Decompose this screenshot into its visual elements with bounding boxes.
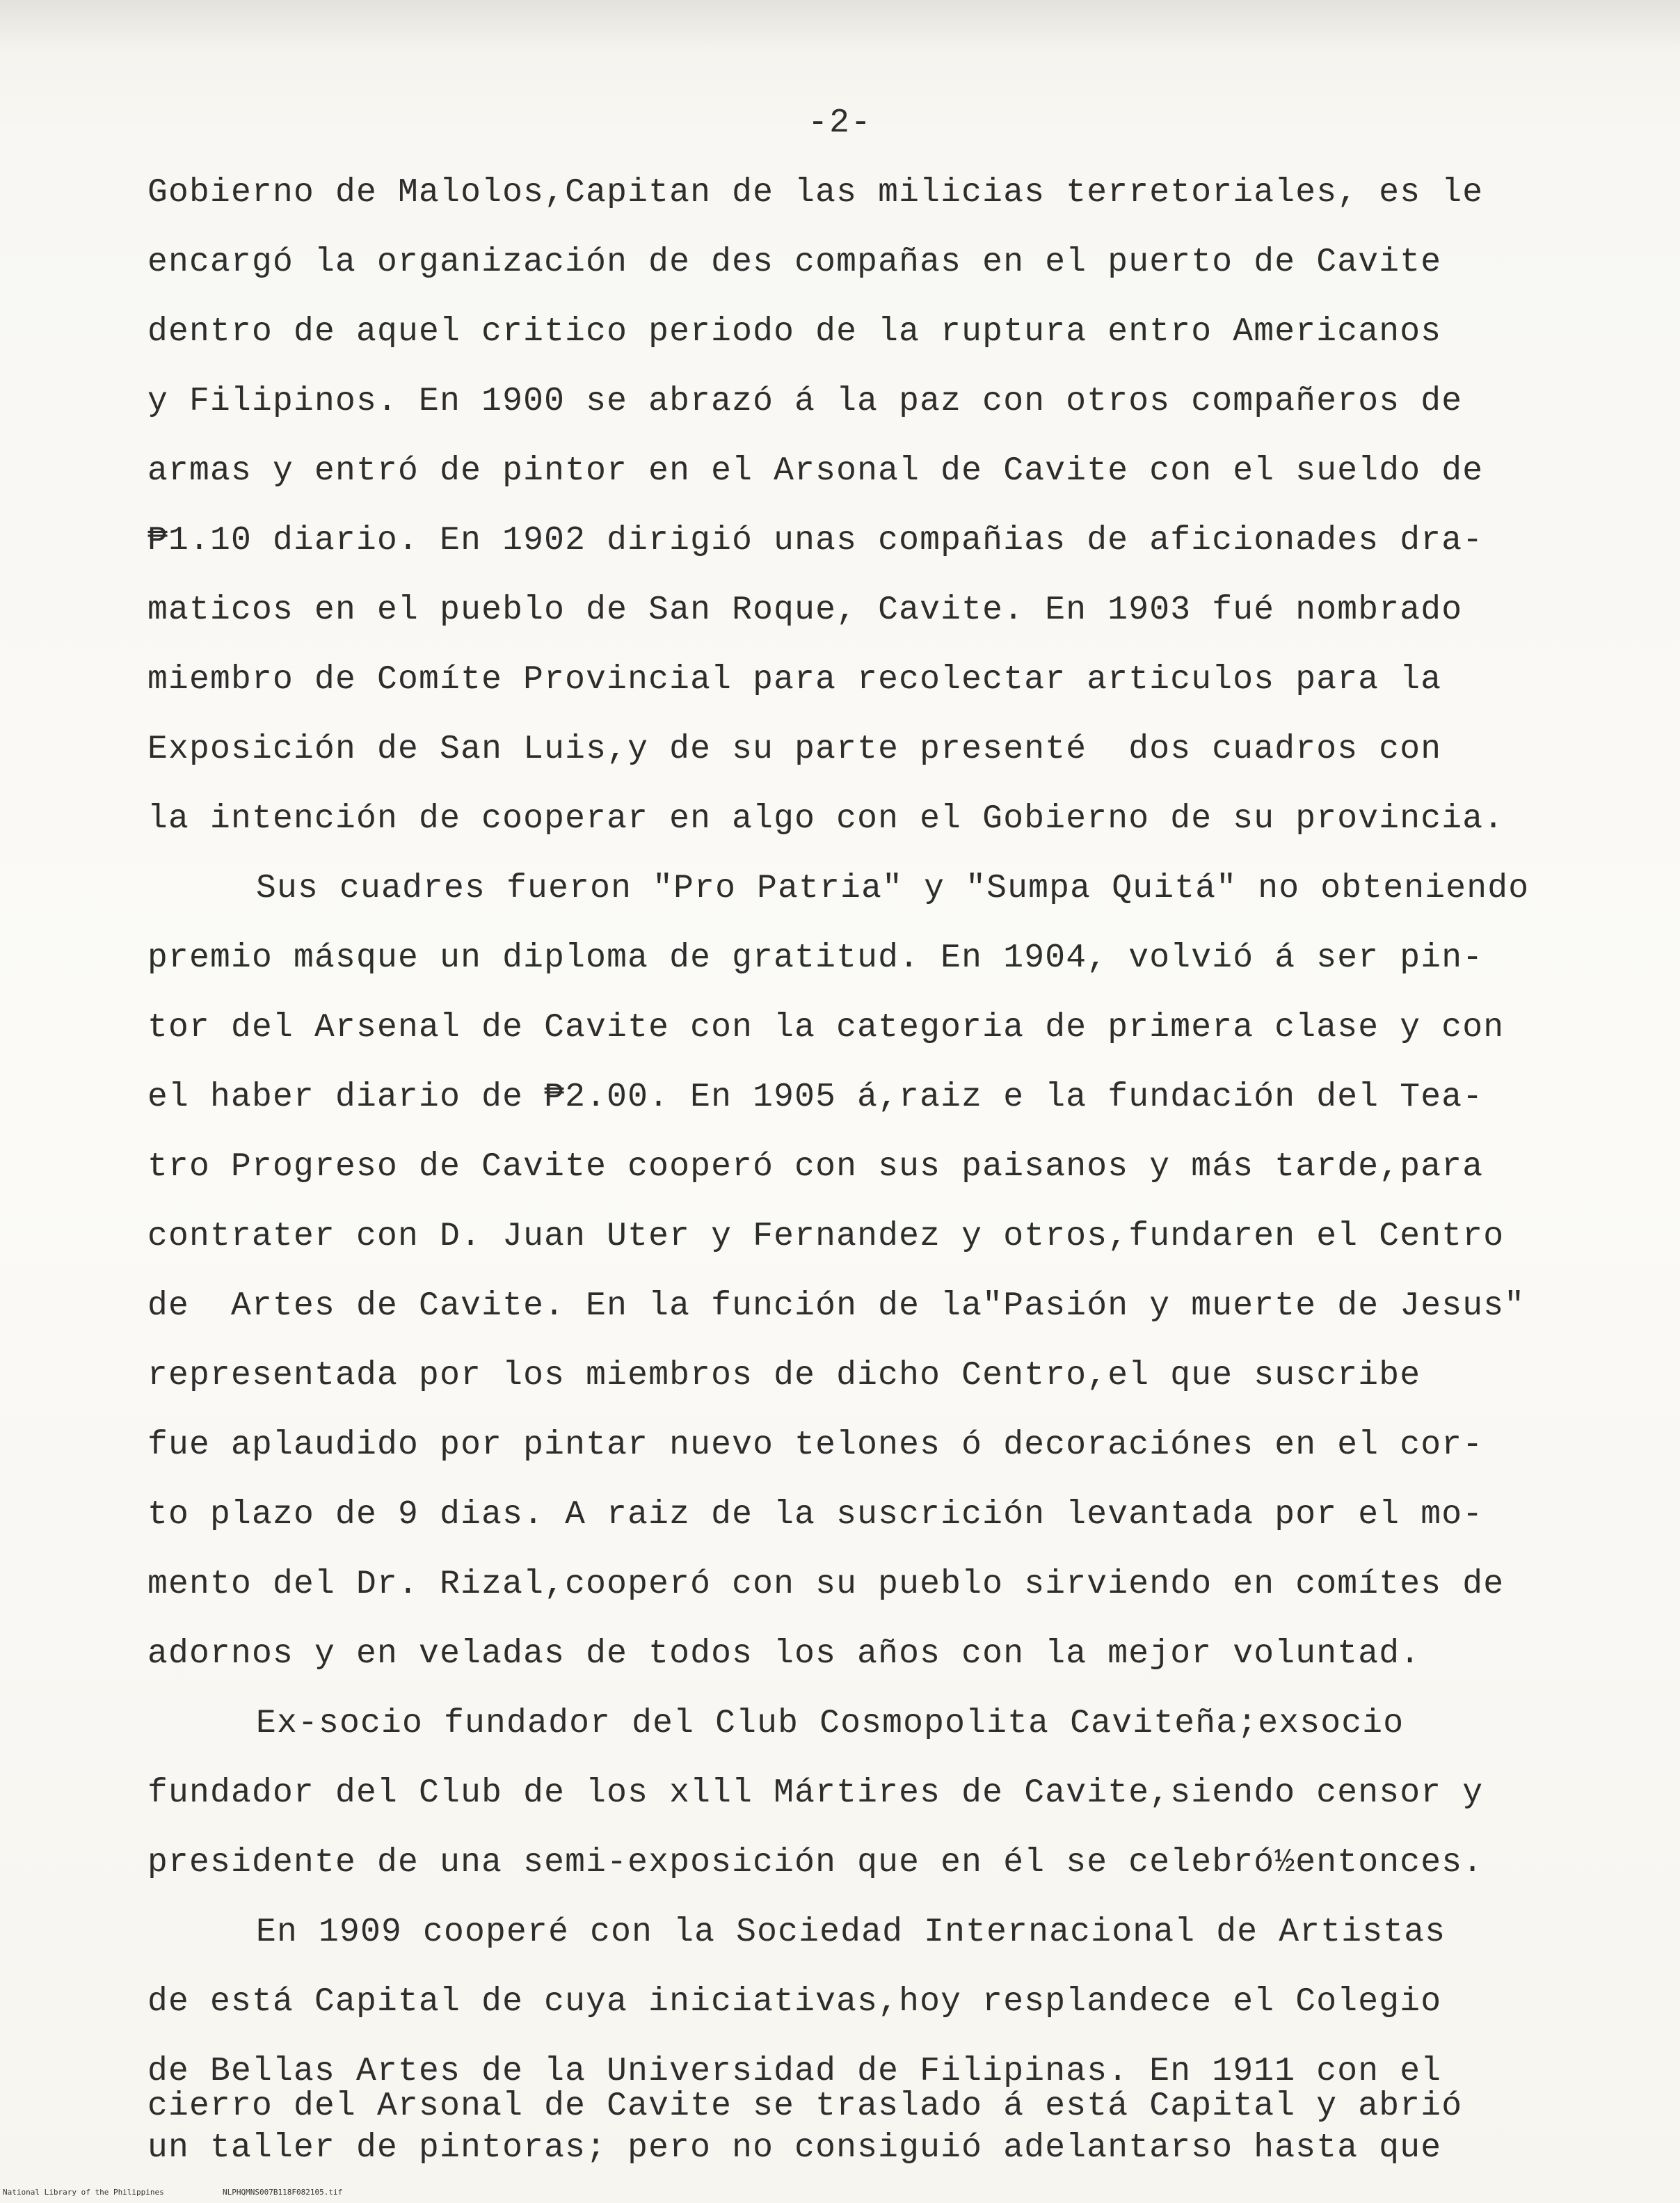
text-line: tor del Arsenal de Cavite con la categoria de primera clase y con — [147, 1009, 1505, 1047]
text-line: el haber diario de ₱2.00. En 1905 á,raiz e la fundación del Tea- — [147, 1079, 1484, 1116]
text-line: de está Capital de cuya iniciativas,hoy resplandece el Colegio — [147, 1983, 1442, 2021]
text-line: premio másque un diploma de gratitud. En 1904, volvió á ser pin- — [147, 939, 1484, 977]
text-line: fundador del Club de los xlll Mártires de Cavite,siendo censor y — [147, 1774, 1484, 1812]
text-line: miembro de Comíte Provincial para recolectar articulos para la — [147, 661, 1442, 699]
scan-footer — [0, 2188, 1680, 2199]
text-line: to plazo de 9 dias. A raiz de la suscrición levantada por el mo- — [147, 1496, 1484, 1534]
text-line: la intención de cooperar en algo con el Gobierno de su provincia. — [147, 800, 1505, 838]
text-line: ₱1.10 diario. En 1902 dirigió unas compañias de aficionades dra- — [147, 522, 1484, 559]
text-line: representada por los miembros de dicho Centro,el que suscribe — [147, 1357, 1421, 1394]
text-line: fue aplaudido por pintar nuevo telones ó decoraciónes en el cor- — [147, 1426, 1484, 1464]
text-line: Gobierno de Malolos,Capitan de las milicias terretoriales, es le — [147, 174, 1484, 212]
page-number: -2- — [808, 104, 872, 142]
text-line: Exposición de San Luis,y de su parte presenté dos cuadros con — [147, 731, 1442, 768]
text-line: Sus cuadres fueron "Pro Patria" y "Sumpa Quitá" no obteniendo — [256, 870, 1530, 907]
scan-filename: NLPHQMNS007B118F082105.tif — [223, 2188, 343, 2197]
text-line: contrater con D. Juan Uter y Fernandez y otros,fundaren el Centro — [147, 1218, 1505, 1255]
text-line: de Bellas Artes de la Universidad de Filipinas. En 1911 con el — [147, 2053, 1442, 2090]
text-line: Ex-socio fundador del Club Cosmopolita Caviteña;exsocio — [256, 1705, 1405, 1742]
text-line: maticos en el pueblo de San Roque, Cavite. En 1903 fué nombrado — [147, 591, 1463, 629]
library-credit: National Library of the Philippines — [3, 2188, 164, 2197]
text-line: tro Progreso de Cavite cooperó con sus paisanos y más tarde,para — [147, 1148, 1484, 1186]
text-line: En 1909 cooperé con la Sociedad Internacional de Artistas — [256, 1914, 1446, 1951]
text-line: dentro de aquel critico periodo de la ruptura entro Americanos — [147, 313, 1442, 351]
text-line: de Artes de Cavite. En la función de la"Pasión y muerte de Jesus" — [147, 1287, 1526, 1325]
text-line: armas y entró de pintor en el Arsonal de Cavite con el sueldo de — [147, 452, 1484, 490]
text-line: y Filipinos. En 1900 se abrazó á la paz con otros compañeros de — [147, 383, 1463, 420]
text-line: encargó la organización de des compañas en el puerto de Cavite — [147, 244, 1442, 281]
torn-top-edge — [0, 0, 1680, 49]
text-line: presidente de una semi-exposición que en él se celebró½entonces. — [147, 1844, 1484, 1882]
text-line: mento del Dr. Rizal,cooperó con su pueblo sirviendo en comítes de — [147, 1566, 1505, 1603]
text-line: un taller de pintoras; pero no consiguió adelantarso hasta que — [147, 2129, 1442, 2167]
text-line: cierro del Arsonal de Cavite se traslado á está Capital y abrió — [147, 2087, 1463, 2125]
text-line: adornos y en veladas de todos los años con la mejor voluntad. — [147, 1635, 1421, 1673]
